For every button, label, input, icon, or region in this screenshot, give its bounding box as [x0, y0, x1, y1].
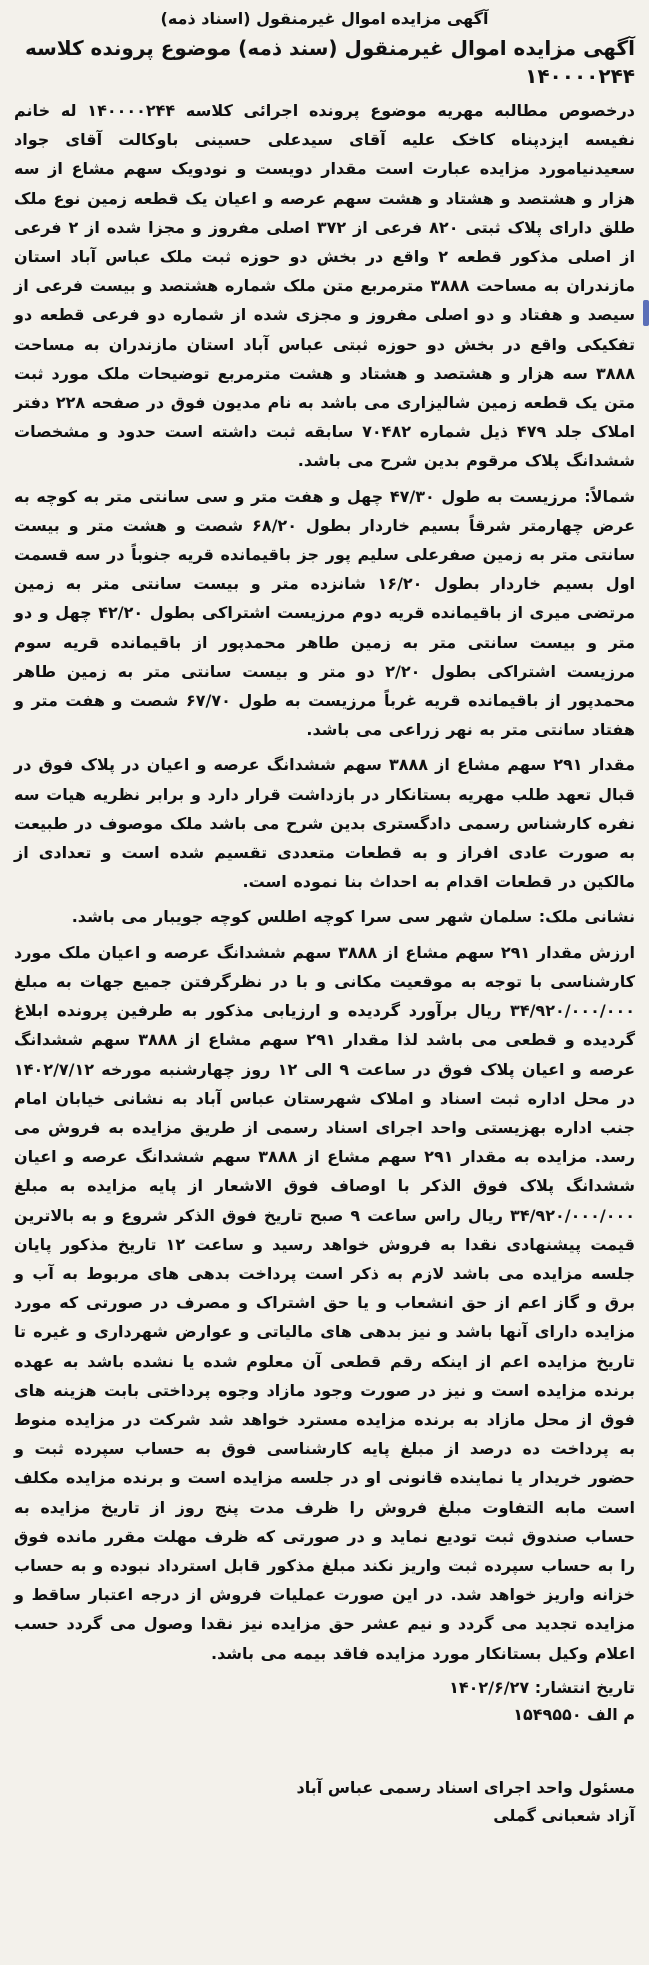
paragraph-property-description: درخصوص مطالبه مهریه موضوع پرونده اجرائی کلاسه ۱۴۰۰۰۰۲۴۴ له خانم نفیسه ایزدپناه کاخک علیه آقای سیدعلی حسینی باوکالت آقای جواد سعیدنیامورد مزایده عبارت است مقدار دویست و نودویک سهم مشاع از سه هزار و هشتصد و هشتاد و هشت سهم عرصه و اعیان یک قطعه زمین نوع ملک طلق دارای پلاک ثبتی ۸۲۰ فرعی از ۳۷۲ اصلی مفروز و مجزا شده از ۲ فرعی از اصلی مذکور قطعه ۲ واقع در بخش دو حوزه ثبت ملک عباس آباد استان مازندران به مساحت ۳۸۸۸ مترمربع متن ملک شماره هشتصد و بیست فرعی از سیصد و هفتاد و دو اصلی مفروز و مجزی شده از شماره دو فرعی قطعه دو تفکیکی واقع در بخش دو حوزه ثبتی عباس آباد استان مازندران به مساحت ۳۸۸۸ سه هزار و هشتصد و هشتاد و هشت مترمربع توضیحات ملک مورد ثبت متن یک قطعه زمین شالیزاری می باشد به نام مدیون فوق در صفحه ۲۲۸ دفتر املاک جلد ۴۷۹ ذیل شماره ۷۰۴۸۲ سابقه ثبت داشته است حدود و مشخصات ششدانگ پلاک مرقوم بدین شرح می باشد. — [14, 101, 636, 471]
signature-block — [14, 1774, 635, 1830]
case-number: ۱۴۰۰۰۰۲۴۴ — [525, 64, 635, 88]
publish-date: تاریخ انتشار: ۱۴۰۲/۶/۲۷ — [449, 1677, 635, 1697]
paragraph-auction-terms: ارزش مقدار ۲۹۱ سهم مشاع از ۳۸۸۸ سهم ششدانگ عرصه و اعیان ملک مورد کارشناسی با توجه به موقعیت مکانی و با در نظرگرفتن جمیع جهات به مبلغ ۳۴/۹۲۰/۰۰۰/۰۰۰ ریال برآورد گردیده و ارزیابی مذکور به طرفین پرونده ابلاغ گردیده و قطعی می باشد لذا مقدار ۲۹۱ سهم مشاع از ۳۸۸۸ سهم ششدانگ عرصه و اعیان پلاک فوق در ساعت ۹ الی ۱۲ روز چهارشنبه مورخه ۱۴۰۲/۷/۱۲ در محل اداره ثبت اسناد و املاک شهرستان عباس آباد به نشانی خیابان امام جنب اداره بهزیستی واحد اجرای اسناد رسمی از طریق مزایده به فروش می رسد. مزایده به مقدار ۲۹۱ سهم مشاع از ۳۸۸۸ سهم ششدانگ عرصه و اعیان ششدانگ پلاک فوق الذکر با اوصاف فوق الاشعار از پایه مزایده به مبلغ ۳۴/۹۲۰/۰۰۰/۰۰۰ ریال راس ساعت ۹ صبح تاریخ فوق الذکر شروع و به بالاترین قیمت پیشنهادی نقدا به فروش خواهد رسید و ساعت ۱۲ تاریخ مذکور پایان جلسه مزایده می باشد لازم به ذکر است پرداخت بدهی های مربوط به آب و برق و گاز اعم از حق انشعاب و یا حق اشتراک و مصرف در صورتی که مورد مزایده دارای آنها باشد و نیز بدهی های مالیاتی و عوارض شهرداری و غیره تا تاریخ مزایده اعم از اینکه رقم قطعی آن معلوم شده یا نشده باشد به عهده برنده مزایده است و نیز در صورت وجود مازاد وجوه پرداختی بابت هزینه های فوق از محل مازاد به برنده مزایده مسترد خواهد شد شرکت در مزایده منوط به پرداخت ده درصد از مبلغ پایه کارشناسی فوق به حساب سپرده ثبت و حضور خریدار یا نماینده قانونی او در جلسه مزایده است و برنده مزایده مکلف است مابه التفاوت مبلغ فروش را ظرف مدت پنج روز از تاریخ مزایده به حساب صندوق ثبت تودیع نماید و در صورتی که ظرف مهلت مقرر مانده فوق را به حساب سپرده ثبت واریز نکند مبلغ مذکور قابل استرداد نبوده و به حساب خزانه واریز خواهد شد. در این صورت عملیات فروش از درجه اعتبار ساقط و مزایده تجدید می گردد و نیم عشر حق مزایده نیز نقدا وصول می گردد حسب اعلام وکیل بستانکار مورد مزایده فاقد بیمه می باشد. — [14, 942, 636, 1663]
signature-role: مسئول واحد اجرای اسناد رسمی عباس آباد — [296, 1777, 635, 1797]
notice-subtitle: آگهی مزایده اموال غیرمنقول (اسناد ذمه) — [160, 9, 489, 28]
paragraph-address: نشانی ملک: سلمان شهر سی سرا کوچه اطلس کوچه جویبار می باشد. — [71, 907, 635, 927]
signature-name: آزاد شعبانی گملی — [493, 1805, 635, 1825]
ad-code: م الف ۱۵۴۹۵۵۰ — [513, 1704, 635, 1724]
notice-title: آگهی مزایده اموال غیرمنقول (سند ذمه) موضوع پرونده کلاسه — [24, 36, 635, 60]
paragraph-boundaries: شمالاً: مرزیست به طول ۴۷/۳۰ چهل و هفت متر و سی سانتی متر به کوچه به عرض چهارمتر شرقاً بسیم خاردار بطول ۶۸/۲۰ شصت و هشت متر و بیست سانتی متر به زمین صفرعلی سلیم پور جز باقیمانده قریه جنوباً در سه قسمت اول بسیم خاردار بطول ۱۶/۲۰ شانزده متر و بیست سانتی متر به زمین مرتضی میری از باقیمانده قریه دوم مرزیست اشتراکی بطول ۴۲/۲۰ چهل و دو متر و بیست سانتی متر به زمین طاهر محمدپور از باقیمانده قریه سوم مرزیست اشتراکی بطول ۲/۲۰ دو متر و بیست سانتی متر به زمین طاهر محمدپور از باقیمانده قریه غرباً مرزیست به طول ۶۷/۷۰ شصت و هفت متر و هفتاد سانتی متر به نهر زراعی می باشد. — [14, 486, 636, 740]
paragraph-share-status: مقدار ۲۹۱ سهم مشاع از ۳۸۸۸ سهم ششدانگ عرصه و اعیان در پلاک فوق در قبال تعهد طلب مهریه بستانکار در بازداشت قرار دارد و برابر نظریه هیات سه نفره کارشناس رسمی دادگستری بدین شرح می باشد ملک موصوف در طبیعت به صورت عادی افراز و به قطعات متعددی تقسیم شده است و تعدادی از مالکین در قطعات اقدام به احداث بنا نموده است. — [14, 755, 635, 892]
scan-edge-mark — [643, 300, 649, 326]
